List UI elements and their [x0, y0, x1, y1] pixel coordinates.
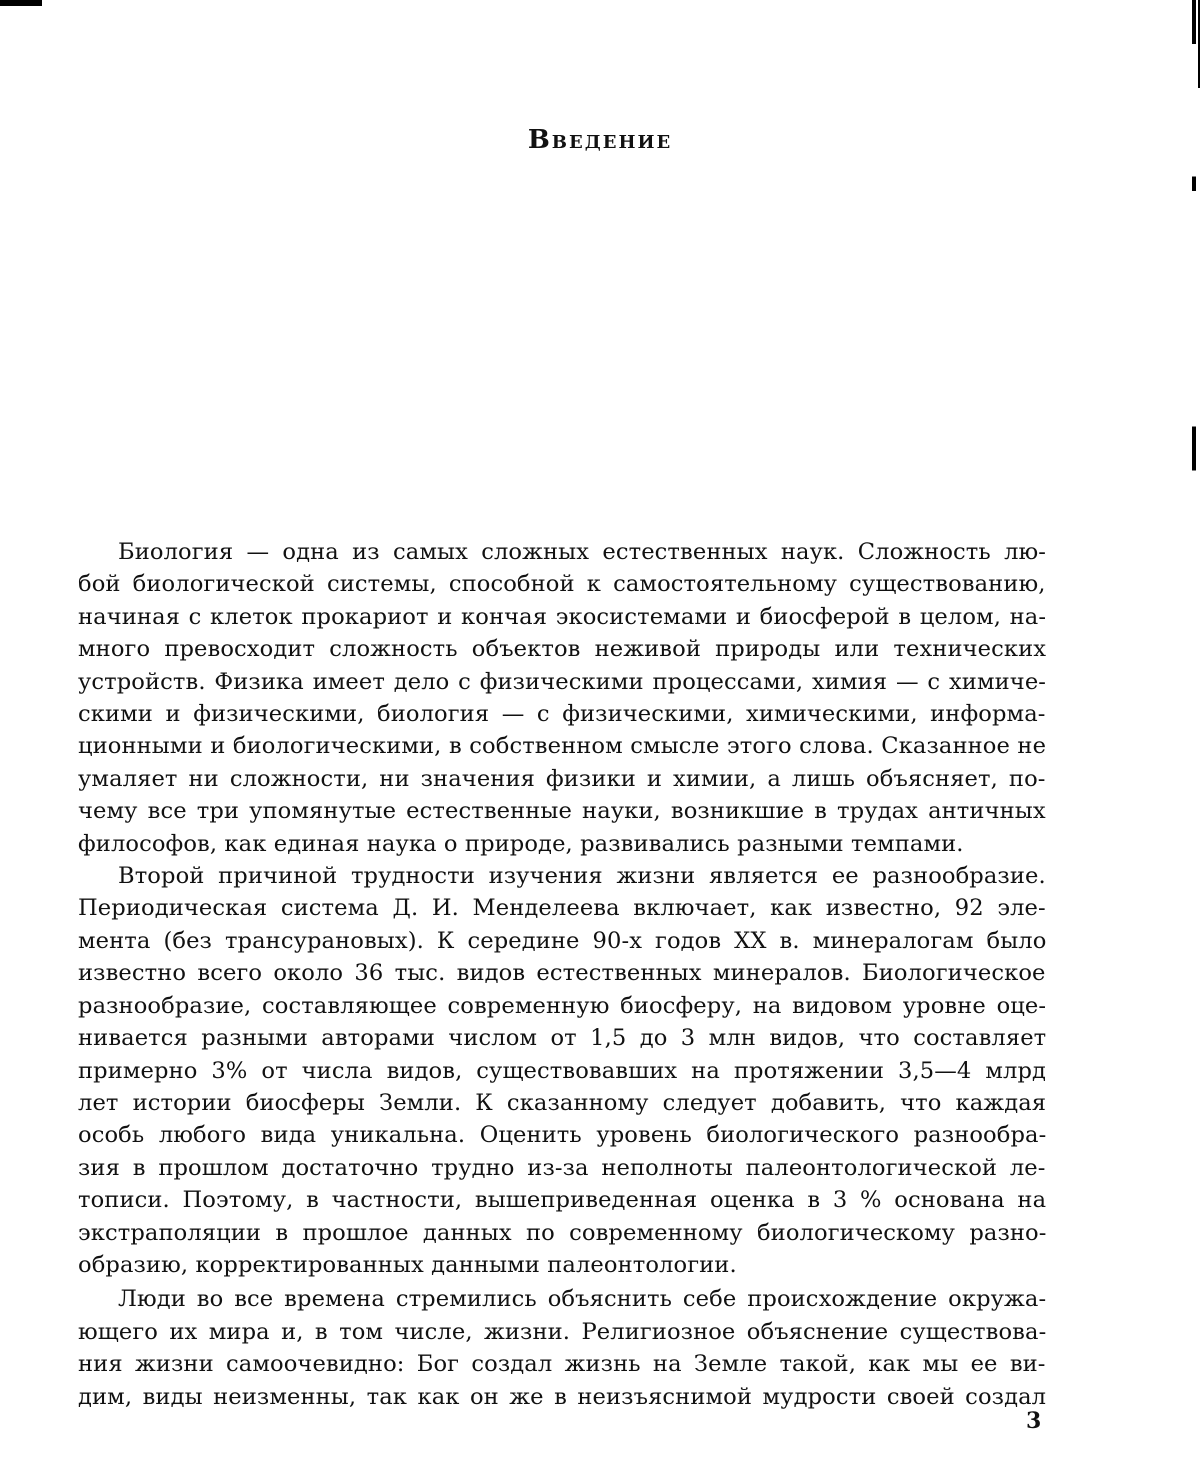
paragraph-1	[78, 536, 1046, 860]
text-line: особь любого вида уникальна. Оценить уровень биологического разнообра-	[78, 1122, 1047, 1149]
body-text	[78, 536, 1046, 1413]
paragraph-3	[78, 1283, 1046, 1413]
text-line: чему все три упомянутые естественные науки, возникшие в трудах античных	[78, 798, 1046, 825]
text-line: Второй причиной трудности изучения жизни является ее разнообразие.	[118, 863, 1046, 890]
text-line: умаляет ни сложности, ни значения физики и химии, а лишь объясняет, по-	[78, 765, 1046, 792]
scan-artifact-top-left	[0, 0, 42, 6]
paragraph-2	[78, 860, 1046, 1281]
text-line: ционными и биологическими, в собственном смысле этого слова. Сказанное не	[78, 733, 1047, 760]
text-line: Биология — одна из самых сложных естественных наук. Сложность лю-	[118, 539, 1047, 565]
text-line: дим, виды неизменны, так как он же в неизъяснимой мудрости своей создал	[78, 1383, 1047, 1410]
text-line: образию, корректированных данными палеонтологии.	[78, 1251, 737, 1278]
text-line: скими и физическими, биология — с физическими, химическими, информа-	[78, 701, 1046, 728]
text-line: экстраполяции в прошлое данных по современному биологическому разно-	[78, 1219, 1047, 1246]
text-line: устройств. Физика имеет дело с физическими процессами, химия — с химиче-	[78, 668, 1047, 695]
text-line: мента (без трансурановых). К середине 90-х годов XX в. минералогам было	[78, 927, 1047, 954]
chapter-title: Введение	[527, 125, 673, 155]
text-line: Периодическая система Д. И. Менделеева включает, как известно, 92 эле-	[78, 895, 1046, 922]
scan-artifact-right-edge	[1192, 0, 1196, 1470]
text-line: ния жизни самоочевидно: Бог создал жизнь на Земле такой, как мы ее ви-	[78, 1351, 1046, 1378]
text-line: тописи. Поэтому, в частности, вышеприведенная оценка в 3 % основана на	[78, 1187, 1047, 1214]
text-line: много превосходит сложность объектов неживой природы или технических	[78, 636, 1047, 663]
text-line: философов, как единая наука о природе, развивались разными темпами.	[78, 830, 964, 857]
text-line: разнообразие, составляющее современную биосферу, на видовом уровне оце-	[78, 992, 1047, 1019]
text-line: известно всего около 36 тыс. видов естественных минералов. Биологическое	[78, 960, 1046, 987]
text-line: начиная с клеток прокариот и кончая экосистемами и биосферой в целом, на-	[78, 603, 1047, 630]
text-line: нивается разными авторами числом от 1,5 до 3 млн видов, что составляет	[78, 1025, 1047, 1052]
text-line: ющего их мира и, в том числе, жизни. Религиозное объяснение существова-	[78, 1318, 1047, 1345]
text-line: примерно 3% от числа видов, существовавших на протяжении 3,5—4 млрд	[78, 1057, 1047, 1084]
page-number: 3	[1026, 1408, 1042, 1434]
text-line: Люди во все времена стремились объяснить себе происхождение окружа-	[118, 1286, 1047, 1313]
text-line: зия в прошлом достаточно трудно из-за неполноты палеонтологической ле-	[78, 1154, 1046, 1181]
text-line: бой биологической системы, способной к самостоятельному существованию,	[78, 571, 1046, 598]
text-line: лет истории биосферы Земли. К сказанному следует добавить, что каждая	[78, 1089, 1047, 1116]
